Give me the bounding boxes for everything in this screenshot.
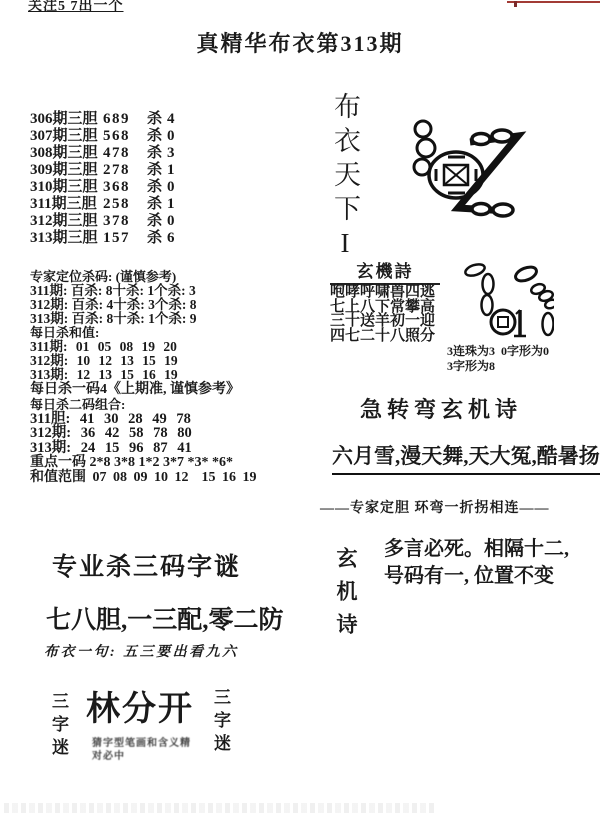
history-row [30, 162, 280, 179]
kill-label: 杀 [147, 179, 163, 195]
kill-label: 杀 [147, 213, 163, 229]
daily-two-heading: 每日杀二码组合: [30, 396, 126, 412]
riddle-note [92, 737, 191, 763]
buyi-sentence: 布衣一句: 五三要出看九六 [44, 645, 239, 660]
daily-sum-heading: 每日杀和值: [30, 325, 100, 340]
sum-range-values: 07 08 09 10 12 15 16 19 [92, 469, 257, 485]
key-one-label: 重点一码 [30, 455, 86, 471]
three-char-riddle-answer: 林分开 [86, 691, 194, 728]
history-row [30, 111, 280, 128]
xuanji-poem-line: 四七二十八照分 [330, 327, 436, 344]
sharp-turn-title: 急转弯玄机诗 [360, 397, 523, 422]
history-row [30, 196, 280, 213]
expert-dan-divider: ——专家定胆 环弯一折拐相连—— [320, 501, 550, 516]
history-dan: 258 [103, 196, 130, 212]
history-period: 313期三胆 [30, 230, 98, 246]
kill-value: 4 [167, 111, 175, 127]
sum-range-label: 和值范围 [30, 469, 86, 485]
mystery-poem-line: 号码有一, 位置不变 [384, 565, 554, 587]
header-note: 关注5 7出一个 [28, 0, 124, 14]
history-period: 310期三胆 [30, 179, 98, 195]
history-row [30, 230, 280, 247]
doodle-caption [447, 344, 549, 374]
xuanji-poem-title: 玄機詩 [330, 257, 440, 285]
history-dan: 689 [103, 111, 130, 127]
kill-label: 杀 [147, 145, 163, 161]
page-title: 真精华布衣第313期 [196, 31, 404, 56]
kill-value: 1 [167, 196, 175, 212]
kill-label: 杀 [147, 128, 163, 144]
kill-value: 0 [167, 128, 175, 144]
kill-three-title: 专业杀三码字谜 [52, 554, 242, 581]
history-list [30, 111, 280, 247]
history-dan: 278 [103, 162, 130, 178]
history-period: 312期三胆 [30, 213, 98, 229]
expert-kill-row: 312期: 百杀: 4十杀: 3个杀: 8 [30, 297, 197, 312]
sum-range-line [30, 471, 302, 486]
doodle-caption-line: 3字形为8 [447, 359, 496, 373]
history-dan: 368 [103, 179, 130, 195]
history-dan: 568 [103, 128, 130, 144]
daily-sum-row: 313期: 12 13 15 16 19 [30, 367, 178, 382]
expert-kill-row: 313期: 百杀: 8十杀: 1个杀: 9 [30, 311, 197, 326]
kill-label: 杀 [147, 196, 163, 212]
history-dan: 157 [103, 230, 130, 246]
three-char-riddle-label-left: 三字迷 [49, 692, 68, 761]
mystery-poem-text [384, 536, 569, 590]
buyi-tianxia-title: 布衣天下I [330, 92, 360, 265]
riddle-note-line: 对必中 [92, 751, 125, 762]
bead-chain-doodle-graphic [462, 262, 554, 342]
key-one-values: 2*8 3*8 1*2 3*7 *3* *6* [89, 455, 233, 471]
history-dan: 478 [103, 145, 130, 161]
mystery-poem-label: 玄机诗 [334, 547, 358, 646]
history-period: 311期三胆 [30, 196, 97, 212]
xuanji-poem-line: 三十送羊初一迎 [330, 313, 436, 329]
history-period: 309期三胆 [30, 162, 98, 178]
history-period: 306期三胆 [30, 111, 98, 127]
history-period: 308期三胆 [30, 145, 98, 161]
daily-sum-row: 312期: 10 12 13 15 19 [30, 353, 178, 368]
red-line [507, 1, 600, 3]
history-row [30, 145, 280, 162]
expert-kill-row: 311期: 百杀: 8十杀: 1个杀: 3 [30, 283, 196, 298]
expert-kill-heading: 专家定位杀码: (谨慎参考) [30, 269, 177, 284]
history-period: 307期三胆 [30, 128, 98, 144]
faint-footer-text [4, 803, 434, 813]
coin-and-z-doodle-graphic [396, 112, 541, 237]
red-border-fragment [507, 0, 600, 7]
mystery-poem-line: 多言必死。相隔十二, [384, 538, 569, 560]
daily-two-row: 311胆: 41 30 28 49 78 [30, 410, 191, 427]
xuanji-poem-line: 七上八下常攀高 [330, 298, 436, 315]
expert-kill-block [30, 270, 302, 485]
red-tick [514, 1, 517, 7]
history-row [30, 128, 280, 145]
daily-one-line: 每日杀一码4《上期准, 谨慎参考》 [30, 382, 240, 397]
kill-value: 0 [167, 213, 175, 229]
daily-sum-row: 311期: 01 05 08 19 20 [30, 339, 177, 354]
riddle-note-line: 猜字型笔画和含义精 [92, 738, 191, 749]
history-dan: 378 [103, 213, 130, 229]
kill-label: 杀 [147, 162, 163, 178]
kill-three-line: 七八胆,一三配,零二防 [46, 607, 284, 634]
history-row [30, 179, 280, 196]
kill-label: 杀 [147, 111, 163, 127]
kill-value: 3 [167, 145, 175, 161]
kill-value: 0 [167, 179, 175, 195]
history-row [30, 213, 280, 230]
kill-label: 杀 [147, 230, 163, 246]
xuanji-poem-line: 咆哮呼啸兽四逃 [330, 284, 436, 300]
daily-two-row: 312期: 36 42 58 78 80 [30, 425, 192, 442]
kill-value: 1 [167, 162, 175, 178]
key-one-line [30, 455, 302, 471]
sharp-turn-line: 六月雪,漫天舞,天大冤,酷暑扬 [332, 440, 600, 475]
three-char-riddle-label-right: 三字迷 [211, 688, 230, 757]
doodle-caption-line: 3连珠为3 0字形为0 [447, 344, 550, 358]
daily-two-row: 313期: 24 15 96 87 41 [30, 439, 192, 456]
xuanji-poem-section [330, 257, 440, 343]
kill-value: 6 [167, 230, 175, 246]
